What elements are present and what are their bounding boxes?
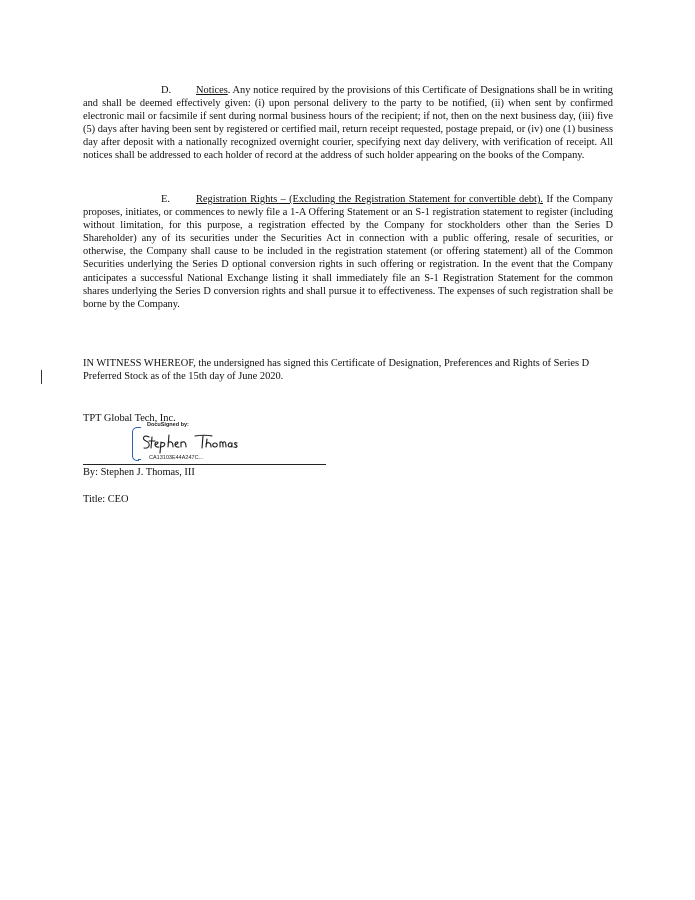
- handwritten-signature: [140, 431, 240, 455]
- section-d-body: . Any notice required by the provisions of this Certificate of Designations shall be in writing and shall be deemed effectively given: (i) upon personal delivery to the party to be notified, (ii) when sent by confirmed electronic mail or facsimile if sent during normal business hours of the recipient; if not, then on the next business day, (iii) five (5) days after having been sent by registered or certified mail, return receipt requested, postage prepaid, or (iv) one (1) business day after deposit with a nationally recognized overnight courier, specifying next day delivery, with verification of receipt. All notices shall be addressed to each holder of record at the address of such holder appearing on the books of the Company.: [83, 85, 613, 162]
- section-d-heading: Notices: [196, 85, 228, 96]
- docusigned-label: DocuSigned by:: [147, 422, 189, 428]
- signatory-name: By: Stephen J. Thomas, III: [83, 467, 195, 478]
- company-name: TPT Global Tech, Inc.: [83, 413, 176, 424]
- section-e-body: If the Company proposes, initiates, or commences to newly file a 1-A Offering Statement or an S-1 registration statement to register (including without limitation, for this purpose, a registration effected by the Company for stockholders other than the Series D Shareholder) any of its securities under the Securities Act in connection with a public offering, resale of securities, or otherwise, the Company shall cause to be included in the registration statement (or offering statement) all of the Common Securities underlying the Series D optional conversion rights in such offering or registration. In the event that the Company anticipates a successful National Exchange listing it shall immediately file an S-1 Registration Statement for the common shares underlying the Series D conversion rights and shall pursue it to effectiveness. The expenses of such registration shall be borne by the Company.: [83, 194, 613, 310]
- signature-line: [83, 464, 326, 465]
- signatory-title: Title: CEO: [83, 494, 129, 505]
- section-e-registration-rights: [83, 193, 613, 311]
- section-d-notices: [83, 84, 613, 163]
- witness-clause: IN WITNESS WHEREOF, the undersigned has signed this Certificate of Designation, Preferences and Rights of Series D Preferred Stock as of the 15th day of June 2020.: [83, 358, 590, 383]
- docusign-signature-block: [132, 424, 242, 462]
- revision-change-bar: [41, 370, 42, 384]
- docusign-bracket-icon: [132, 427, 139, 461]
- section-e-heading: Registration Rights – (Excluding the Registration Statement for convertible debt).: [196, 194, 544, 205]
- section-d-marker: D.: [161, 85, 172, 96]
- section-e-marker: E.: [161, 194, 170, 205]
- docusign-envelope-id: CA13103E44A247C...: [149, 455, 204, 461]
